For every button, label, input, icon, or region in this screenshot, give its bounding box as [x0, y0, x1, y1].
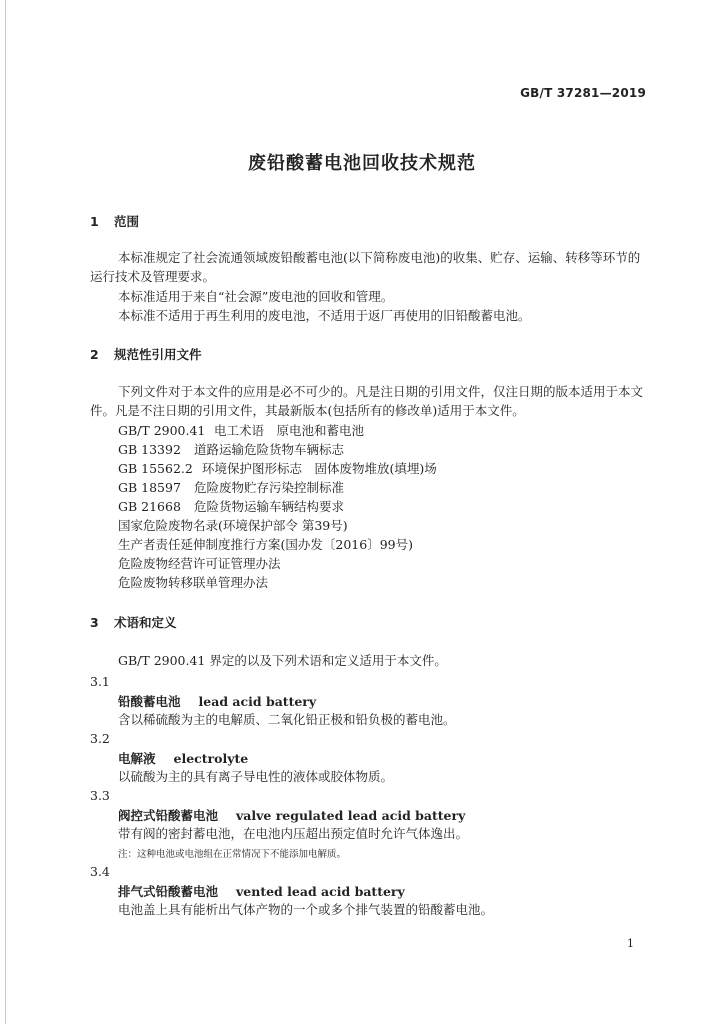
reference-name: 电工术语 原电池和蓄电池 — [214, 423, 365, 438]
term-definition: 带有阀的密封蓄电池，在电池内压超出预定值时允许气体逸出。 — [118, 826, 469, 841]
reference-item — [118, 440, 344, 459]
term-definition: 电池盖上具有能析出气体产物的一个或多个排气装置的铅酸蓄电池。 — [118, 902, 494, 917]
reference-code: GB 15562.2 — [118, 461, 193, 476]
term-name-zh: 铅酸蓄电池 — [118, 694, 181, 709]
term-name-en: vented lead acid battery — [236, 884, 405, 899]
term-name — [118, 692, 316, 710]
document-title: 废铅酸蓄电池回收技术规范 — [248, 153, 476, 174]
reference-code: GB 13392 — [118, 442, 181, 457]
section-title: 术语和定义 — [114, 615, 177, 630]
reference-item: 危险废物转移联单管理办法 — [118, 575, 269, 590]
reference-item: 国家危险废物名录(环境保护部令 第39号) — [118, 518, 348, 533]
section-3-heading — [90, 613, 177, 631]
term-number: 3.3 — [90, 788, 110, 803]
section-1-paragraph-1: 本标准规定了社会流通领域废铅酸蓄电池(以下简称废电池)的收集、贮存、运输、转移等环节的运行技术及管理要求。 — [90, 250, 641, 284]
page-number: 1 — [627, 937, 634, 950]
term-name-en: valve regulated lead acid battery — [236, 808, 466, 823]
term-note: 注：这种电池或电池组在正常情况下不能添加电解质。 — [118, 849, 347, 860]
term-number: 3.1 — [90, 674, 110, 689]
term-name — [118, 749, 248, 767]
standard-number: GB/T 37281—2019 — [520, 86, 646, 100]
section-number: 3 — [90, 615, 99, 630]
term-definition: 以硫酸为主的具有离子导电性的液体或胶体物质。 — [118, 769, 394, 784]
reference-code: GB 21668 — [118, 499, 181, 514]
section-number: 2 — [90, 347, 99, 362]
term-name — [118, 882, 405, 900]
section-2-intro: 下列文件对于本文件的应用是必不可少的。凡是注日期的引用文件，仅注日期的版本适用于本文件。凡是不注日期的引用文件，其最新版本(包括所有的修改单)适用于本文件。 — [90, 384, 644, 418]
section-2-heading — [90, 345, 202, 363]
reference-code: GB 18597 — [118, 480, 181, 495]
section-title: 规范性引用文件 — [114, 347, 202, 362]
section-1-paragraph-2: 本标准适用于来自“社会源”废电池的回收和管理。 — [118, 289, 394, 304]
term-name-en: electrolyte — [173, 751, 249, 766]
term-name-zh: 排气式铅酸蓄电池 — [118, 884, 219, 899]
reference-item: 生产者责任延伸制度推行方案(国办发〔2016〕99号) — [118, 537, 413, 552]
term-name-en: lead acid battery — [198, 694, 317, 709]
reference-code: GB/T 2900.41 — [118, 423, 206, 438]
term-name-zh: 阀控式铅酸蓄电池 — [118, 808, 219, 823]
reference-name: 危险货物运输车辆结构要求 — [194, 499, 345, 514]
term-number: 3.4 — [90, 864, 110, 879]
section-title: 范围 — [114, 214, 140, 229]
term-number: 3.2 — [90, 731, 110, 746]
reference-item — [118, 478, 344, 497]
reference-item — [118, 497, 344, 516]
reference-name: 环境保护图形标志 固体废物堆放(填埋)场 — [202, 461, 437, 476]
reference-item: 危险废物经营许可证管理办法 — [118, 556, 281, 571]
reference-name: 危险废物贮存污染控制标准 — [194, 480, 345, 495]
section-number: 1 — [90, 214, 99, 229]
section-1-heading — [90, 212, 139, 230]
term-definition: 含以稀硫酸为主的电解质、二氧化铅正极和铅负极的蓄电池。 — [118, 712, 456, 727]
reference-name: 道路运输危险货物车辆标志 — [194, 442, 345, 457]
term-name-zh: 电解液 — [118, 751, 156, 766]
reference-item — [118, 421, 364, 440]
section-3-intro: GB/T 2900.41 界定的以及下列术语和定义适用于本文件。 — [118, 653, 447, 668]
term-name — [118, 806, 465, 824]
reference-item — [118, 459, 437, 478]
section-1-paragraph-3: 本标准不适用于再生利用的废电池，不适用于返厂再使用的旧铅酸蓄电池。 — [118, 308, 531, 323]
